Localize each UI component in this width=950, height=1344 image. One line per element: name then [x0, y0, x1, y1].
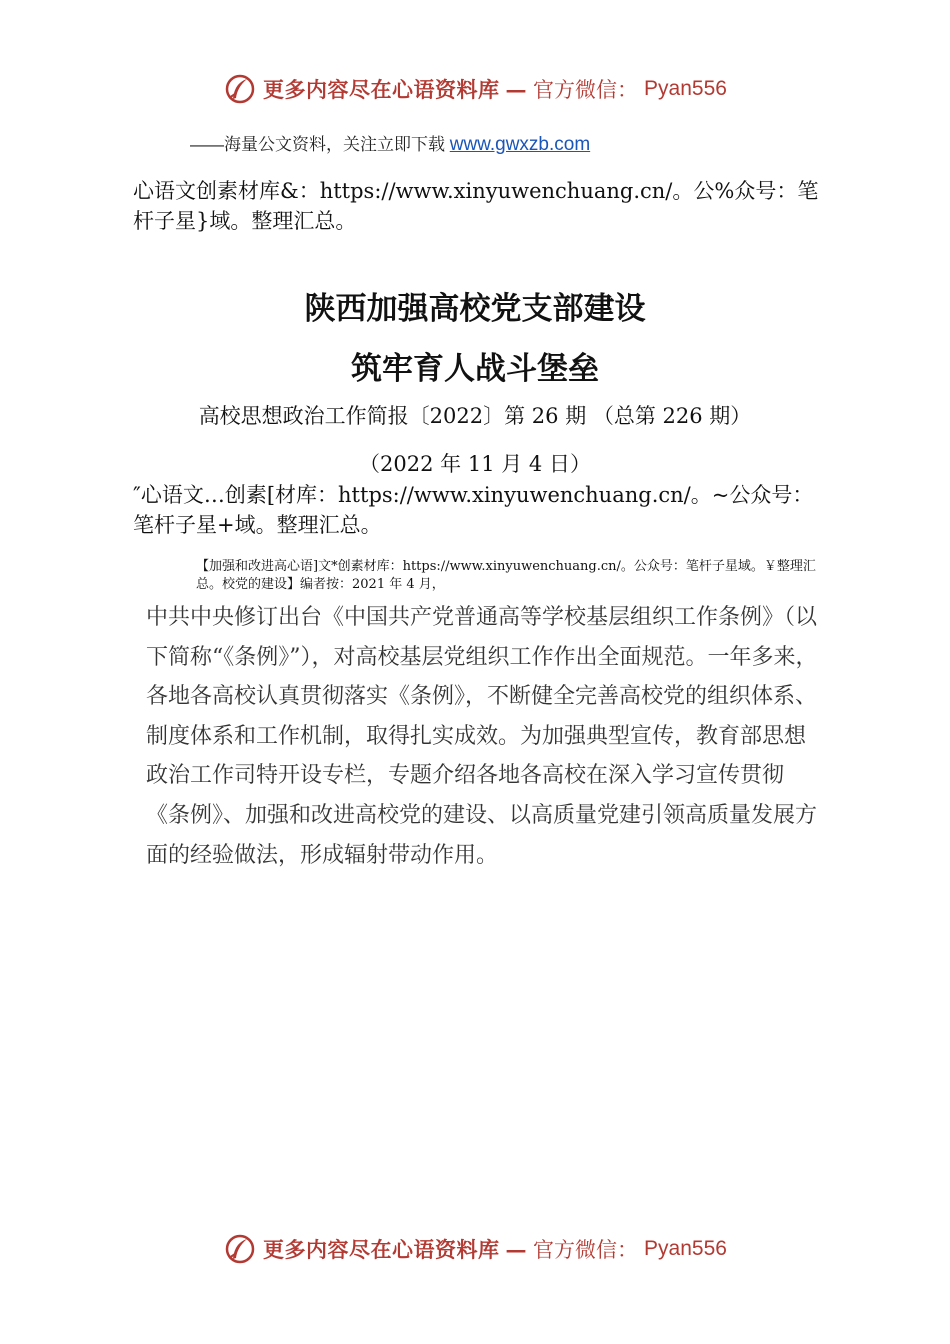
download-subline: [190, 130, 590, 156]
download-link[interactable]: www.gwxzb.com: [449, 134, 591, 155]
header-banner: [0, 72, 950, 111]
footer-banner: [0, 1232, 950, 1271]
header-wechat-label: 官方微信：: [533, 78, 639, 102]
header-wechat-id: Pyan556: [644, 77, 727, 100]
footer-banner-text: 更多内容尽在心语资料库: [263, 1237, 500, 1262]
body-text: 中共中央修订出台《中国共产党普通高等学校基层组织工作条例》（以下简称“《条例》”），对高校基层党组织工作作出全面规范。一年多来，各地各高校认真贯彻落实《条例》，不断健全完善高校党的组织体系、制度体系和工作机制，取得扎实成效。为加强典型宣传，教育部思想政治工作司特开设专栏，专题介绍各地各高校在深入学习宣传贯彻《条例》、加强和改进高校党的建设、以高质量党建引领高质量发展方面的经验做法，形成辐射带动作用。: [146, 605, 818, 868]
watermark-text-2: ″心语文…创素[材库：https://www.xinyuwenchuang.cn/。~公众号：笔杆子星+域。整理汇总。: [133, 483, 814, 537]
watermark-text-1: 心语文创素材库&：https://www.xinyuwenchuang.cn/。公%众号：笔杆子星}域。整理汇总。: [133, 179, 819, 233]
header-banner-text: 更多内容尽在心语资料库: [263, 77, 500, 102]
feather-pen-logo-icon: [223, 1232, 257, 1266]
issue-line: 高校思想政治工作简报〔2022〕第 26 期 （总第 226 期）: [198, 404, 752, 428]
header-banner-dash: —: [505, 76, 528, 102]
footer-wechat-label: 官方微信：: [533, 1238, 639, 1262]
subline-text: ——海量公文资料，关注立即下载: [190, 135, 450, 154]
title-line-1: 陕西加强高校党支部建设: [304, 291, 646, 327]
footer-banner-dash: —: [505, 1236, 528, 1262]
body-paragraph: [146, 598, 826, 875]
title-line-2: 筑牢育人战斗堡垒: [351, 351, 599, 387]
date-line: （2022 年 11 月 4 日）: [359, 452, 591, 476]
editor-note: 【加强和改进高心语]文*创素材库：https://www.xinyuwenchuang.cn/。公众号：笔杆子星域。￥整理汇总。校党的建设】编者按：2021 年 4 月，: [196, 559, 816, 592]
footer-wechat-id: Pyan556: [644, 1237, 727, 1260]
feather-pen-logo-icon: [223, 72, 257, 106]
